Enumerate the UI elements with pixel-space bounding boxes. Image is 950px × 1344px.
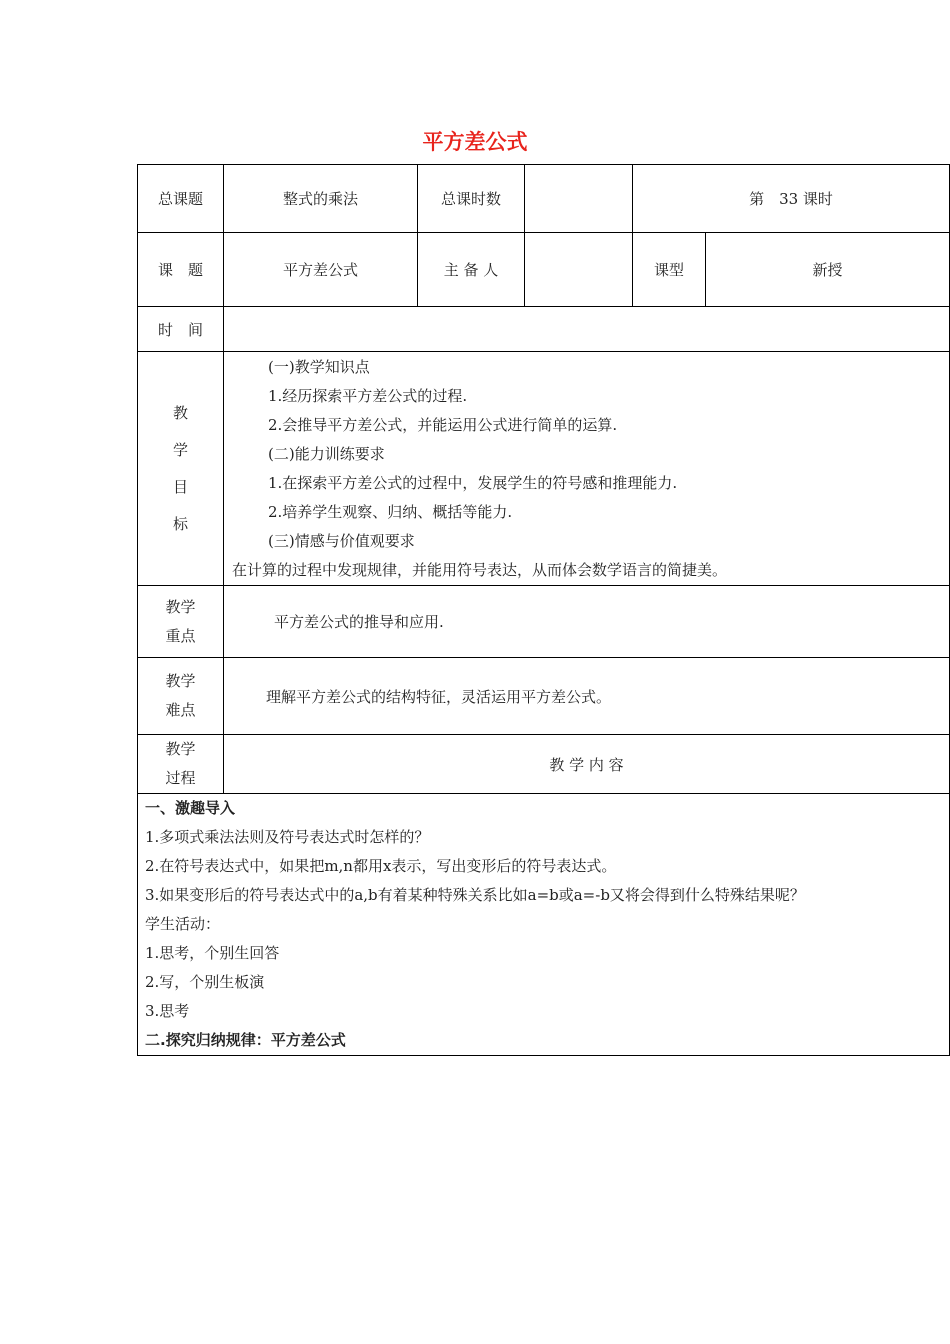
row-difficulties xyxy=(138,658,950,735)
row-time xyxy=(138,307,950,352)
key-points-label: 教学 重点 xyxy=(138,586,224,658)
topic-label: 课 题 xyxy=(138,233,224,307)
preparer-value xyxy=(525,233,633,307)
process-line: 学生活动： xyxy=(145,915,221,933)
lesson-type-label: 课型 xyxy=(633,233,706,307)
row-key-points xyxy=(138,586,950,658)
process-label: 教学 过程 xyxy=(138,735,224,794)
objective-line: 2.会推导平方差公式，并能运用公式进行简单的运算. xyxy=(268,415,618,434)
process-line: 2.在符号表达式中，如果把m,n都用x表示，写出变形后的符号表达式。 xyxy=(145,857,617,875)
objectives-content xyxy=(224,352,950,586)
process-line: 1.多项式乘法法则及符号表达式时怎样的？ xyxy=(145,828,430,846)
page-title: 平方差公式 xyxy=(422,130,528,154)
difficulties-text: 理解平方差公式的结构特征，灵活运用平方差公式。 xyxy=(224,658,950,735)
row-total-topic xyxy=(138,165,950,233)
lesson-type-value: 新授 xyxy=(706,233,950,307)
objectives-label: 教 学 目 标 xyxy=(138,352,224,586)
row-topic xyxy=(138,233,950,307)
process-line: 2.写，个别生板演 xyxy=(145,973,265,991)
total-hours-label: 总课时数 xyxy=(418,165,525,233)
row-objectives xyxy=(138,352,950,586)
process-line: 3.思考 xyxy=(145,1002,190,1020)
row-process-header xyxy=(138,735,950,794)
objective-line: 在计算的过程中发现规律，并能用符号表达，从而体会数学语言的简捷美。 xyxy=(232,560,728,579)
difficulties-label: 教学 难点 xyxy=(138,658,224,735)
section-title: 二.探究归纳规律：平方差公式 xyxy=(145,1031,346,1049)
key-points-text: 平方差公式的推导和应用. xyxy=(224,586,950,658)
lesson-number: 第 33 课时 xyxy=(633,165,950,233)
time-label: 时 间 xyxy=(138,307,224,352)
process-line: 1.思考，个别生回答 xyxy=(145,944,280,962)
row-process-body xyxy=(138,794,950,1056)
total-topic-label: 总课题 xyxy=(138,165,224,233)
topic-value: 平方差公式 xyxy=(224,233,418,307)
objective-line: 2.培养学生观察、归纳、概括等能力. xyxy=(268,502,513,521)
time-value xyxy=(224,307,950,352)
objective-line: (二)能力训练要求 xyxy=(268,444,385,463)
total-hours-value xyxy=(525,165,633,233)
objective-line: 1.经历探索平方差公式的过程. xyxy=(268,386,468,405)
total-topic-value: 整式的乘法 xyxy=(224,165,418,233)
objective-line: (三)情感与价值观要求 xyxy=(268,531,415,550)
section-title: 一、激趣导入 xyxy=(145,799,236,817)
objective-line: (一)教学知识点 xyxy=(268,357,370,376)
process-body xyxy=(138,794,950,1056)
process-content-header: 教 学 内 容 xyxy=(224,735,950,794)
preparer-label: 主 备 人 xyxy=(418,233,525,307)
process-line: 3.如果变形后的符号表达式中的a,b有着某种特殊关系比如a=b或a=-b又将会得到什么特殊结果呢？ xyxy=(145,886,805,904)
lesson-plan-table xyxy=(137,164,950,1056)
objective-line: 1.在探索平方差公式的过程中，发展学生的符号感和推理能力. xyxy=(268,473,678,492)
